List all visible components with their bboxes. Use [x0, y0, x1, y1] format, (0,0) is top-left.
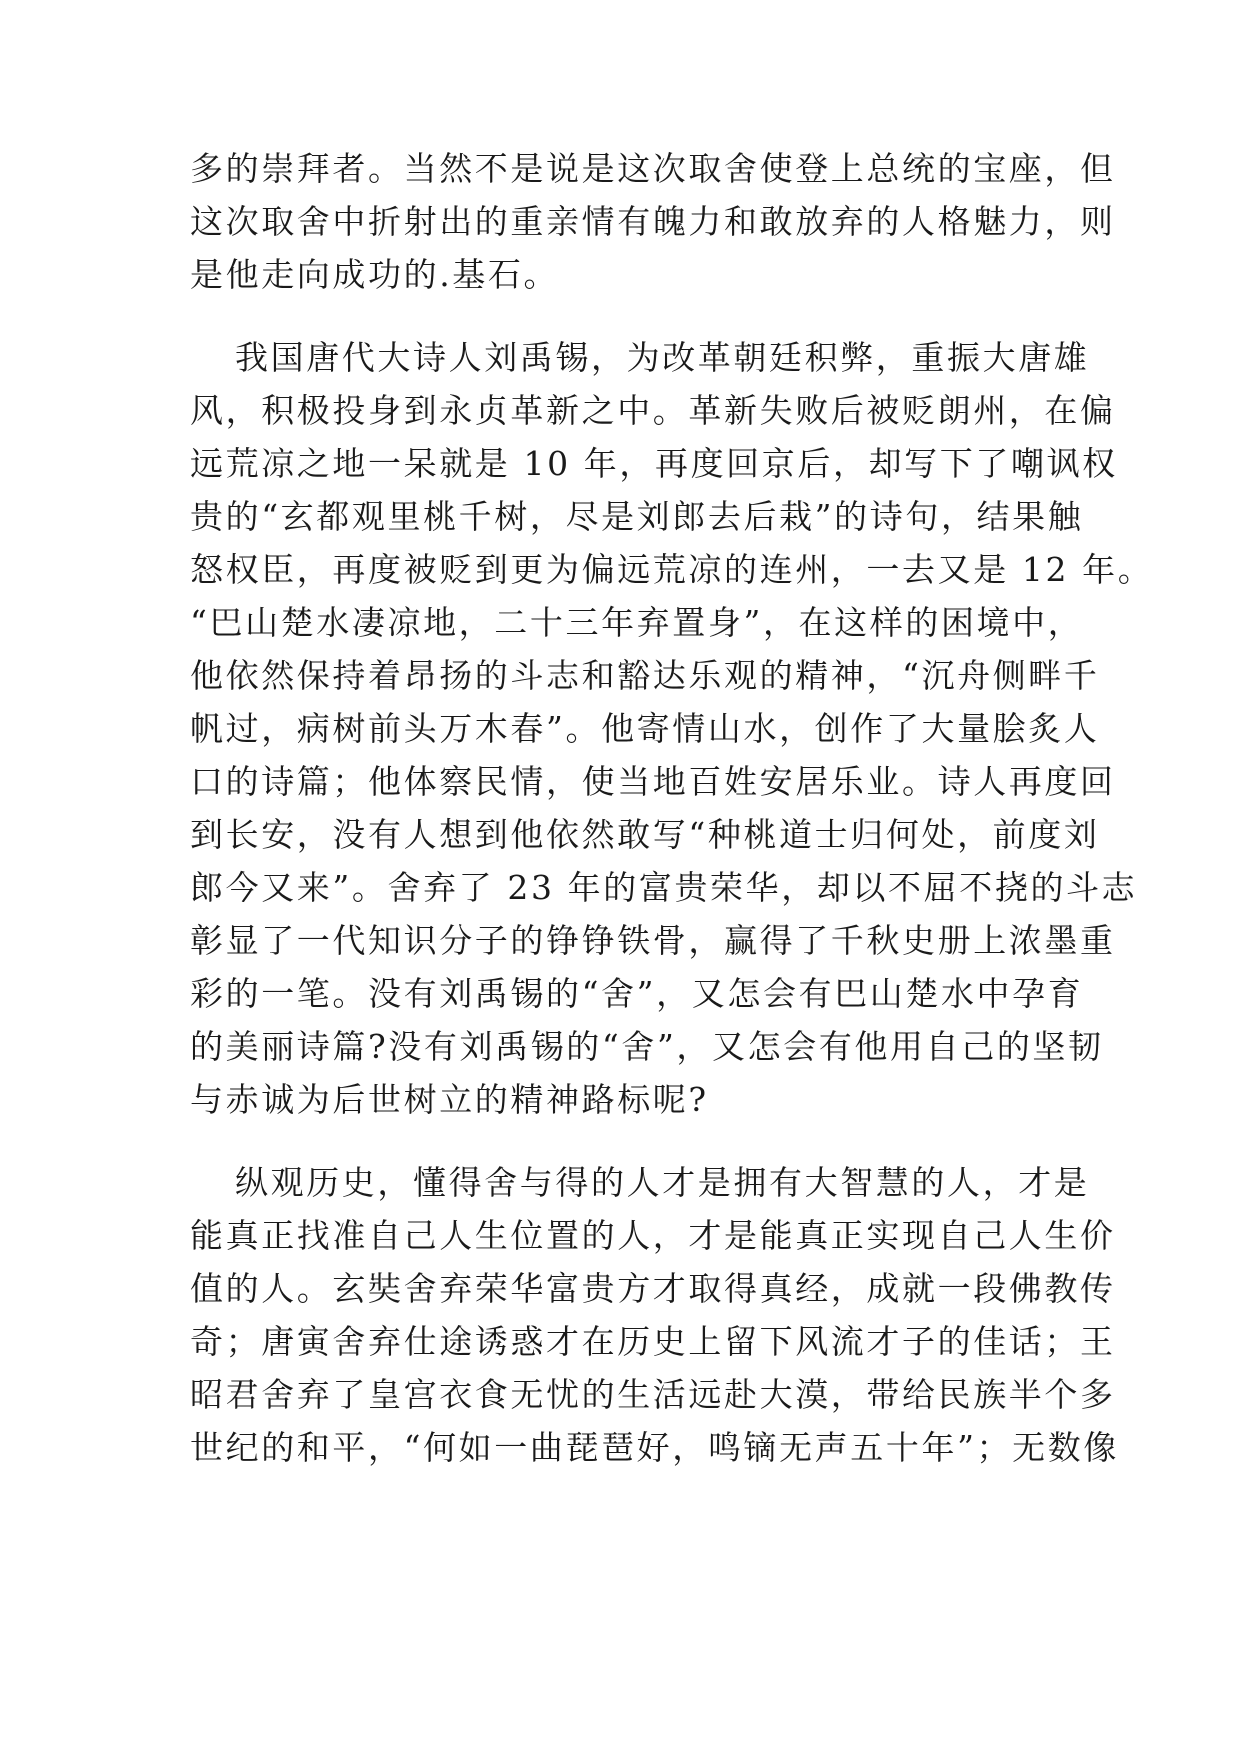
text-line: 与赤诚为后世树立的精神路标呢? — [190, 1080, 709, 1119]
text-line: 贵的“玄都观里桃千树，尽是刘郎去后栽”的诗句，结果触 — [190, 497, 1084, 536]
text-line: 远荒凉之地一呆就是 10 年，再度回京后，却写下了嘲讽权 — [190, 444, 1118, 483]
text-line: 世纪的和平，“何如一曲琵琶好，鸣镝无声五十年”；无数像 — [190, 1428, 1119, 1467]
text-line: 奇；唐寅舍弃仕途诱惑才在历史上留下风流才子的佳话；王 — [190, 1322, 1116, 1361]
text-line: 到长安，没有人想到他依然敢写“种桃道士归何处，前度刘 — [190, 815, 1100, 854]
text-line: 纵观历史，懂得舍与得的人才是拥有大智慧的人，才是 — [235, 1163, 1090, 1202]
text-line: 怒权臣，再度被贬到更为偏远荒凉的连州，一去又是 12 年。 — [190, 550, 1154, 589]
text-line: 彩的一笔。没有刘禹锡的“舍”，又怎会有巴山楚水中孕育 — [190, 974, 1084, 1013]
text-line: 我国唐代大诗人刘禹锡，为改革朝廷积弊，重振大唐雄 — [235, 338, 1090, 377]
text-line: 口的诗篇；他体察民情，使当地百姓安居乐业。诗人再度回 — [190, 762, 1116, 801]
text-line: 值的人。玄奘舍弃荣华富贵方才取得真经，成就一段佛教传 — [190, 1269, 1116, 1308]
text-line: 是他走向成功的.基石。 — [190, 255, 560, 294]
text-line: 多的崇拜者。当然不是说是这次取舍使登上总统的宝座，但 — [190, 149, 1116, 188]
text-line: 郎今又来”。舍弃了 23 年的富贵荣华，却以不屈不挠的斗志 — [190, 868, 1138, 907]
text-line: 他依然保持着昂扬的斗志和豁达乐观的精神，“沉舟侧畔千 — [190, 656, 1100, 695]
text-line: “巴山楚水凄凉地，二十三年弃置身”，在这样的困境中， — [190, 603, 1084, 642]
text-line: 帆过，病树前头万木春”。他寄情山水，创作了大量脍炙人 — [190, 709, 1100, 748]
text-line: 能真正找准自己人生位置的人，才是能真正实现自己人生价 — [190, 1216, 1116, 1255]
text-line: 风，积极投身到永贞革新之中。革新失败后被贬朗州，在偏 — [190, 391, 1116, 430]
text-line: 这次取舍中折射出的重亲情有魄力和敢放弃的人格魅力，则 — [190, 202, 1116, 241]
text-line: 彰显了一代知识分子的铮铮铁骨，赢得了千秋史册上浓墨重 — [190, 921, 1116, 960]
text-line: 的美丽诗篇?没有刘禹锡的“舍”，又怎会有他用自己的坚韧 — [190, 1027, 1104, 1066]
text-line: 昭君舍弃了皇宫衣食无忧的生活远赴大漠，带给民族半个多 — [190, 1375, 1116, 1414]
